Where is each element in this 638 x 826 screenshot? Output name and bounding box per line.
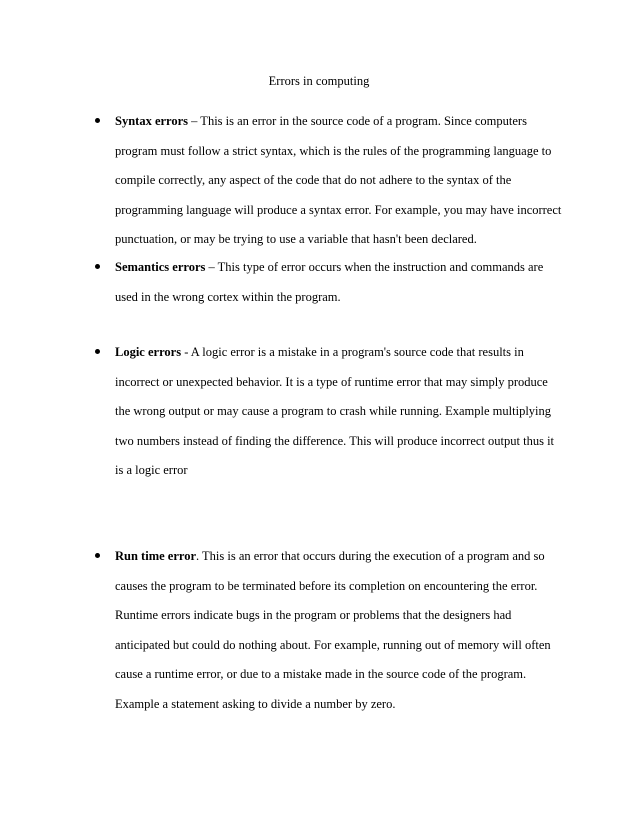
item-term: Logic errors: [115, 345, 182, 359]
list-item-logic-errors: [115, 344, 575, 492]
bullet-icon: [95, 349, 100, 354]
item-first-line: [115, 113, 575, 143]
bullet-icon: [95, 264, 100, 269]
item-text: - A logic error is a mistake in a program's source code that results in: [181, 345, 524, 359]
item-first-line: [115, 344, 575, 374]
item-line: is a logic error: [115, 463, 188, 477]
bullet-icon: [95, 118, 100, 123]
page-title: Errors in computing: [268, 74, 370, 88]
item-first-line: [115, 259, 575, 289]
item-line: punctuation, or may be trying to use a variable that hasn't been declared.: [115, 232, 477, 246]
item-line: program must follow a strict syntax, which is the rules of the programming language to: [115, 143, 552, 158]
item-line: anticipated but could do nothing about. For example, running out of memory will often: [115, 637, 551, 652]
item-term: Semantics errors: [115, 260, 206, 274]
item-line: used in the wrong cortex within the program.: [115, 289, 341, 304]
item-text: . This is an error that occurs during the execution of a program and so: [196, 549, 545, 563]
item-line: cause a runtime error, or due to a mistake made in the source code of the program.: [115, 667, 527, 681]
item-line: Example a statement asking to divide a number by zero.: [115, 696, 396, 711]
item-first-line: [115, 548, 575, 578]
item-term: Run time error: [115, 549, 196, 563]
item-text: – This type of error occurs when the instruction and commands are: [205, 260, 544, 274]
list-item-run-time-error: [115, 548, 575, 725]
bullet-icon: [95, 553, 100, 558]
list-item-semantics-errors: [115, 259, 575, 318]
list-item-syntax-errors: [115, 113, 575, 261]
item-line: two numbers instead of finding the difference. This will produce incorrect output thus it: [115, 433, 555, 448]
item-text: – This is an error in the source code of a program. Since computers: [188, 114, 527, 128]
item-line: causes the program to be terminated before its completion on encountering the error.: [115, 578, 538, 593]
item-line: Runtime errors indicate bugs in the program or problems that the designers had: [115, 608, 512, 622]
item-term: Syntax errors: [115, 114, 189, 128]
item-line: incorrect or unexpected behavior. It is a type of runtime error that may simply produce: [115, 374, 548, 389]
item-line: compile correctly, any aspect of the code that do not adhere to the syntax of the: [115, 173, 512, 187]
item-line: the wrong output or may cause a program to crash while running. Example multiplying: [115, 404, 552, 418]
item-line: programming language will produce a syntax error. For example, you may have incorrect: [115, 202, 562, 217]
